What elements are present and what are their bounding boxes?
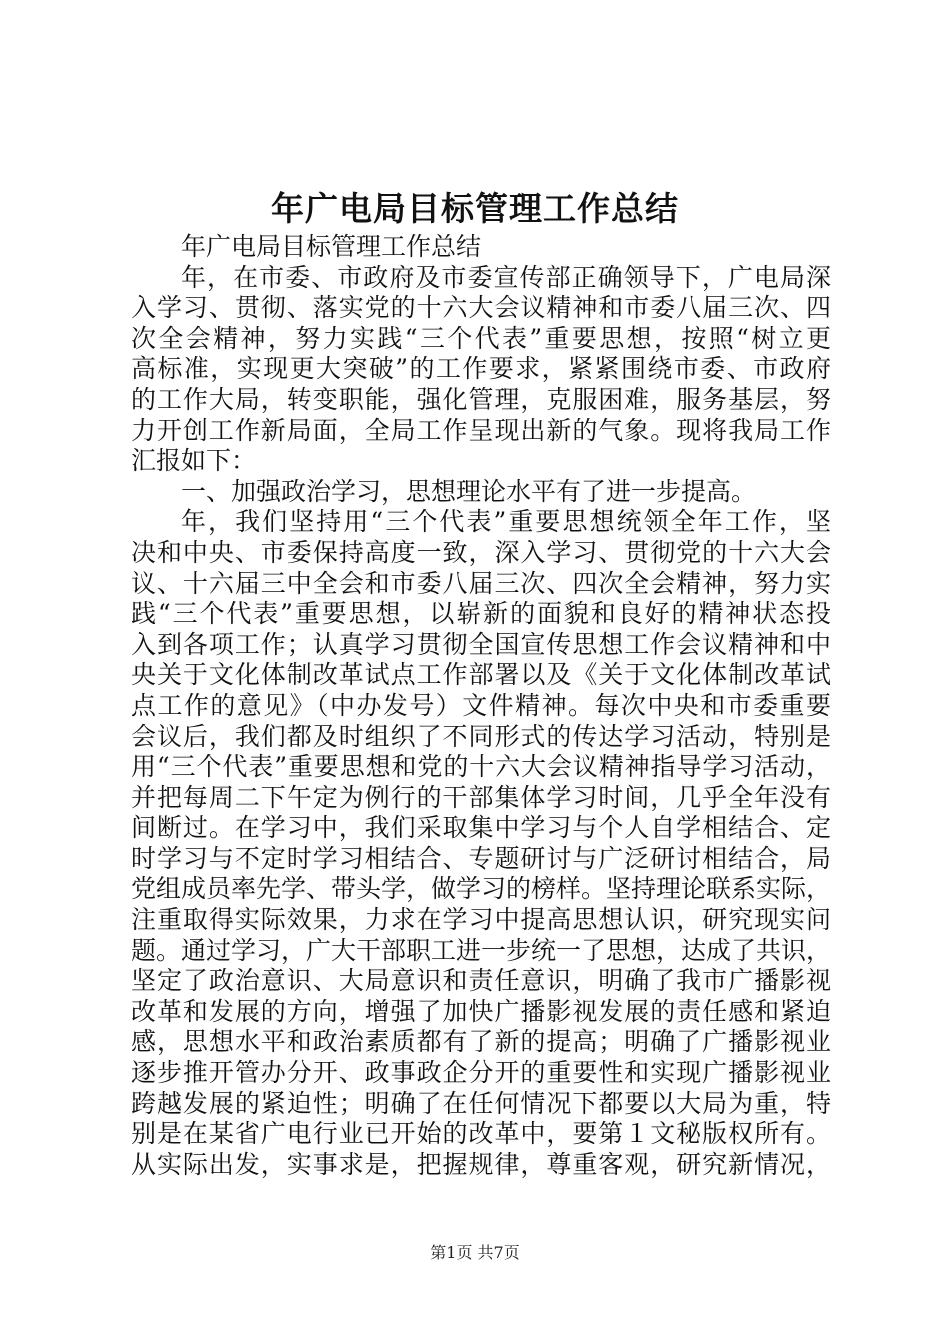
body-line: 年，我们坚持用“三个代表”重要思想统领全年工作，坚 <box>181 507 831 537</box>
body-line: 年，在市委、市政府及市委宣传部正确领导下，广电局深 <box>181 262 831 292</box>
body-line: 坚定了政治意识、大局意识和责任意识，明确了我市广播影视 <box>131 966 831 996</box>
body-line: 议、十六届三中全会和市委八届三次、四次全会精神，努力实 <box>131 568 831 598</box>
body-line: 间断过。在学习中，我们采取集中学习与个人自学相结合、定 <box>131 813 831 843</box>
body-line: 决和中央、市委保持高度一致，深入学习、贯彻党的十六大会 <box>131 537 831 567</box>
document-body <box>131 232 831 1180</box>
body-line: 入学习、贯彻、落实党的十六大会议精神和市委八届三次、四 <box>131 293 831 323</box>
body-line: 高标准，实现更大突破”的工作要求，紧紧围绕市委、市政府 <box>131 354 831 384</box>
body-line: 会议后，我们都及时组织了不同形式的传达学习活动，特别是 <box>131 721 831 751</box>
body-line: 感，思想水平和政治素质都有了新的提高；明确了广播影视业 <box>131 1027 831 1057</box>
body-line: 党组成员率先学、带头学，做学习的榜样。坚持理论联系实际， <box>131 874 832 904</box>
body-line: 改革和发展的方向，增强了加快广播影视发展的责任感和紧迫 <box>131 996 831 1026</box>
body-line: 的工作大局，转变职能，强化管理，克服困难，服务基层，努 <box>131 384 831 414</box>
body-line: 年广电局目标管理工作总结 <box>181 232 482 261</box>
body-line: 践“三个代表”重要思想，以崭新的面貌和良好的精神状态投 <box>131 599 831 629</box>
body-line: 汇报如下： <box>131 446 257 476</box>
body-line: 题。通过学习，广大干部职工进一步统一了思想，达成了共识， <box>131 935 832 965</box>
document-title: 年广电局目标管理工作总结 <box>271 189 679 228</box>
body-line: 注重取得实际效果，力求在学习中提高思想认识，研究现实问 <box>131 905 831 935</box>
body-line: 央关于文化体制改革试点工作部署以及《关于文化体制改革试 <box>131 660 831 690</box>
body-line: 跨越发展的紧迫性；明确了在任何情况下都要以大局为重，特 <box>131 1088 831 1118</box>
section-heading: 一、加强政治学习，思想理论水平有了进一步提高。 <box>181 476 757 506</box>
body-line: 用“三个代表”重要思想和党的十六大会议精神指导学习活动， <box>131 752 831 782</box>
body-line: 时学习与不定时学习相结合、专题研讨与广泛研讨相结合，局 <box>131 843 831 873</box>
body-line: 别是在某省广电行业已开始的改革中，要第１文秘版权所有。 <box>131 1119 831 1149</box>
page-number: 第1页 共7页 <box>430 1243 520 1262</box>
body-line: 力开创工作新局面，全局工作呈现出新的气象。现将我局工作 <box>131 415 831 445</box>
body-line: 从实际出发，实事求是，把握规律，尊重客观，研究新情况， <box>131 1149 831 1179</box>
body-line: 并把每周二下午定为例行的干部集体学习时间，几乎全年没有 <box>131 782 831 812</box>
body-line: 入到各项工作；认真学习贯彻全国宣传思想工作会议精神和中 <box>131 629 831 659</box>
body-line: 逐步推开管办分开、政事政企分开的重要性和实现广播影视业 <box>131 1058 831 1088</box>
body-line: 点工作的意见》（中办发号）文件精神。每次中央和市委重要 <box>131 690 831 720</box>
body-line: 次全会精神，努力实践“三个代表”重要思想，按照“树立更 <box>131 323 831 353</box>
